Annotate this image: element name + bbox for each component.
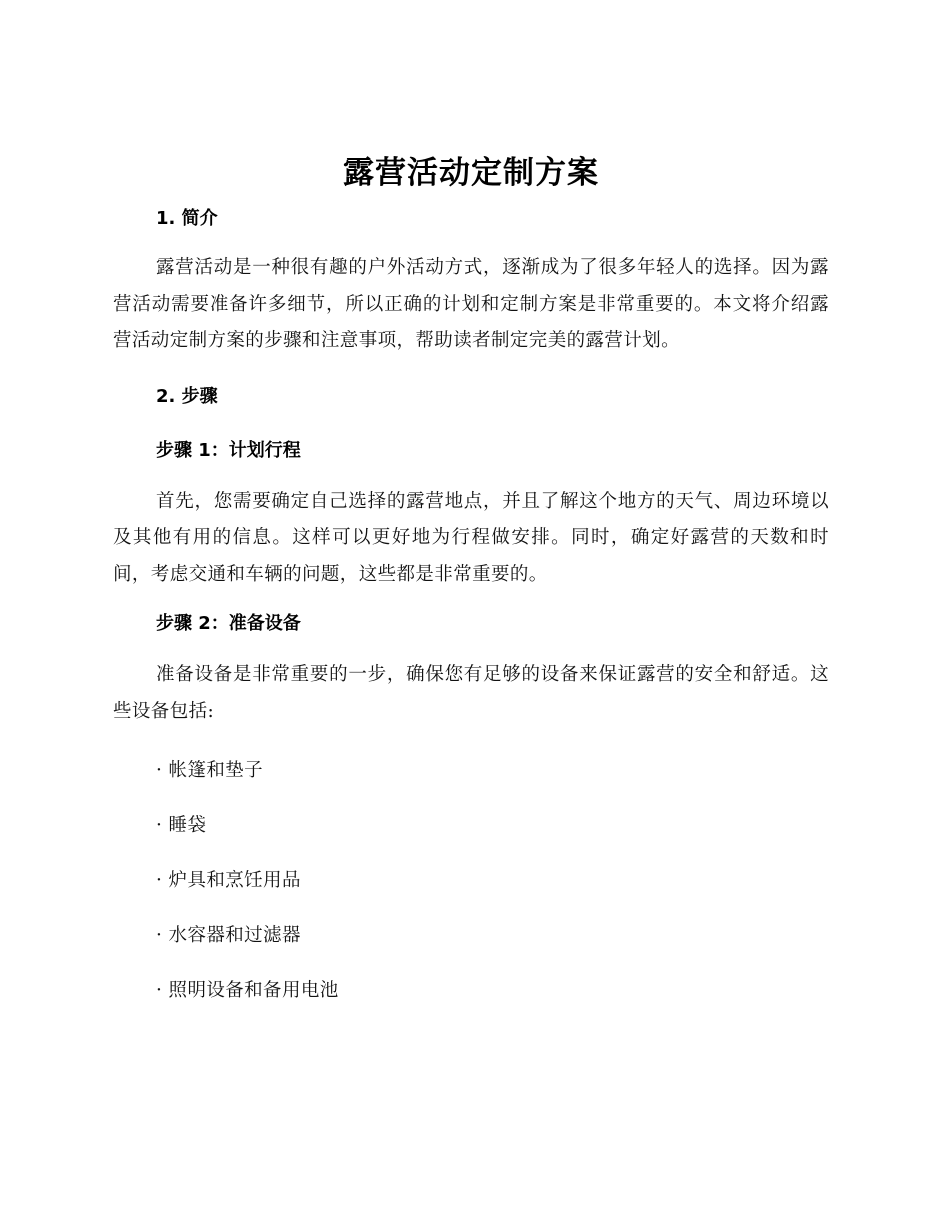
intro-paragraph: 露营活动是一种很有趣的户外活动方式，逐渐成为了很多年轻人的选择。因为露营活动需要准备许多细节，所以正确的计划和定制方案是非常重要的。本文将介绍露营活动定制方案的步骤和注意事项，帮助读者制定完美的露营计划。 (113, 257, 829, 351)
equipment-list (113, 758, 829, 1004)
document-body (113, 150, 829, 1004)
step2-paragraph: 准备设备是非常重要的一步，确保您有足够的设备来保证露营的安全和舒适。这些设备包括: (113, 664, 829, 722)
step2-heading: 步骤 2：准备设备 (156, 613, 301, 634)
section-heading-intro: 1. 简介 (156, 208, 218, 229)
list-item: · 水容器和过滤器 (156, 925, 301, 946)
step1-heading: 步骤 1：计划行程 (156, 439, 301, 461)
step1-paragraph: 首先，您需要确定自己选择的露营地点，并且了解这个地方的天气、周边环境以及其他有用的信息。这样可以更好地为行程做安排。同时，确定好露营的天数和时间，考虑交通和车辆的问题，这些都是非常重要的。 (113, 490, 829, 585)
document-title: 露营活动定制方案 (343, 155, 599, 191)
list-item: · 帐篷和垫子 (156, 760, 264, 781)
list-item: · 炉具和烹饪用品 (156, 870, 301, 891)
list-item: · 睡袋 (156, 815, 207, 836)
section-heading-steps: 2. 步骤 (156, 385, 218, 407)
list-item: · 照明设备和备用电池 (156, 980, 339, 1001)
